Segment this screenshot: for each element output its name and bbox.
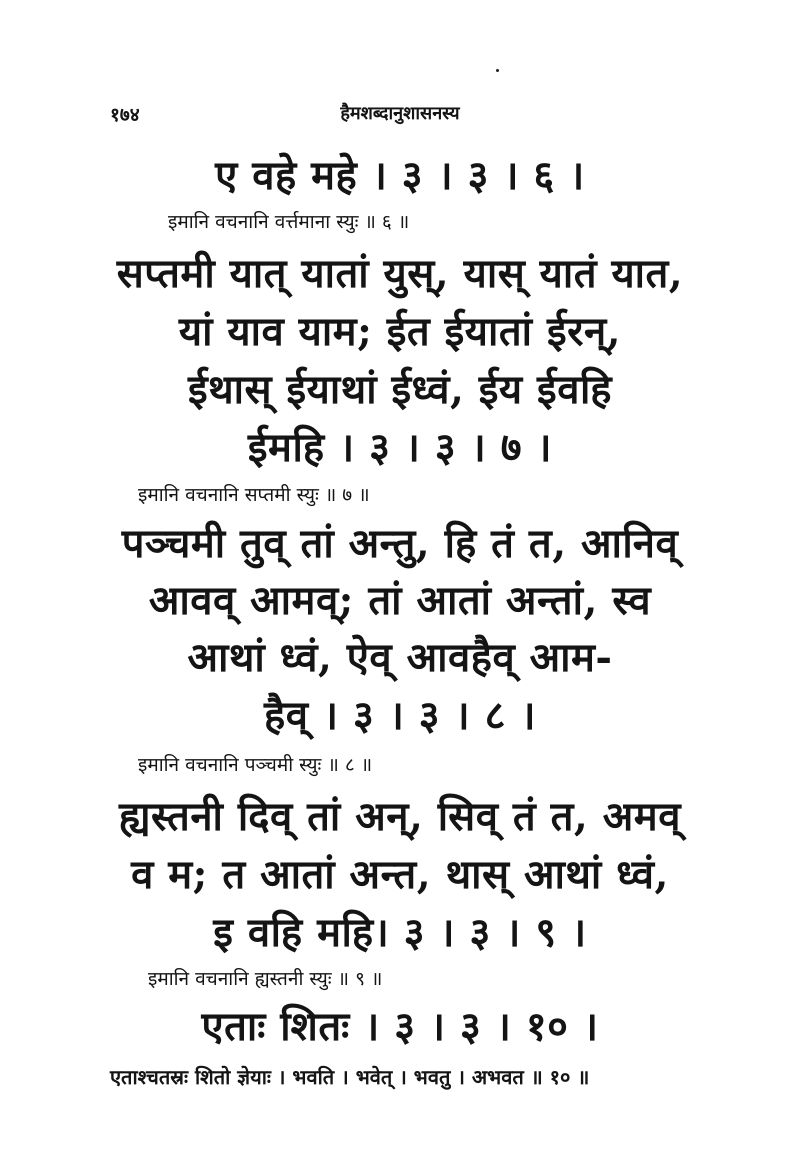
page-number: १७४ (110, 104, 140, 126)
vritti-9: इमानि वचनानि ह्यस्तनी स्युः ॥ ९ ॥ (148, 968, 383, 990)
sutra-9-line-1: ह्यस्तनी दिव् तां अन्, सिव् तं त, अमव् (119, 793, 681, 840)
sutra-7-line-3: ईथास् ईयाथां ईध्वं, ईय ईवहि (187, 366, 613, 413)
sutra-9-line-3: इ वहि महि। ३ । ३ । ९ । (213, 909, 587, 956)
sutra-10-line-1: एताः शितः । ३ । ३ । १० । (201, 1003, 599, 1050)
vritti-10: एताश्चतस्रः शितो ज्ञेयाः । भवति । भवेत् । भवतु । अभवत ॥ १० ॥ (110, 1065, 590, 1089)
sutra-7-line-1: सप्तमी यात् यातां युस्, यास् यातं यात, (116, 250, 684, 297)
sutra-8-line-3: आथां ध्वं, ऐव् आवहैव् आम- (187, 634, 613, 681)
sutra-7-line-4: ईमहि । ३ । ३ । ७ । (247, 424, 553, 471)
sutra-9-line-2: व म; त आतां अन्त, थास् आथां ध्वं, (131, 851, 669, 898)
sutra-7-line-2: यां याव याम; ईत ईयातां ईरन्, (178, 308, 622, 355)
vritti-6: इमानि वचनानि वर्त्तमाना स्युः ॥ ६ ॥ (168, 211, 410, 233)
vritti-7: इमानि वचनानि सप्तमी स्युः ॥ ७ ॥ (138, 484, 370, 506)
sutra-8-line-2: आवव् आमव्; तां आतां अन्तां, स्व (148, 577, 652, 624)
print-speck (496, 69, 499, 72)
sutra-6-line-1: ए वहे महे । ३ । ३ । ६ । (215, 152, 585, 199)
vritti-8: इमानि वचनानि पञ्चमी स्युः ॥ ८ ॥ (138, 754, 373, 776)
running-title: हैमशब्दानुशासनस्य (340, 103, 460, 124)
page-header (110, 101, 690, 125)
sutra-8-line-1: पञ्चमी तुव् तां अन्तु, हि तं त, आनिव् (121, 520, 679, 567)
sutra-8-line-4: हैव् । ३ । ३ । ८ । (263, 692, 536, 739)
